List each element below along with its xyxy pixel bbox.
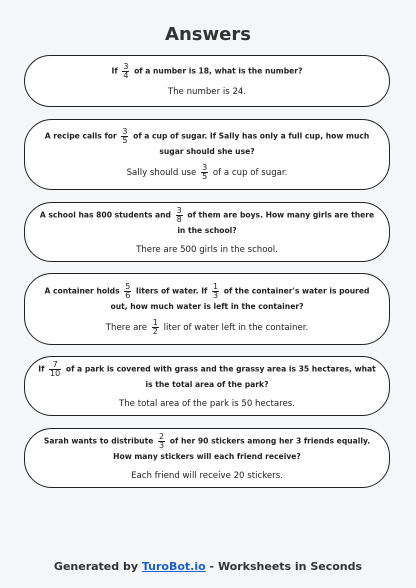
answer-text: The total area of the park is 50 hectares. xyxy=(118,399,295,409)
question-suffix: of her 90 stickers among her 3 friends equally. How many stickers will each friend receive? xyxy=(113,436,371,461)
footer xyxy=(0,560,416,573)
fraction-numerator: 2 xyxy=(159,432,165,441)
footer-suffix: - Worksheets in Seconds xyxy=(209,560,363,573)
question-prefix: A container holds xyxy=(44,286,120,295)
fraction xyxy=(152,319,159,336)
turobot-link[interactable]: TuroBot.io xyxy=(141,560,206,573)
question-text xyxy=(37,361,377,392)
page-title: Answers xyxy=(165,24,251,45)
answer-suffix: of a cup of sugar. xyxy=(212,168,288,178)
question-text xyxy=(37,283,377,314)
fraction-denominator: 5 xyxy=(202,172,208,181)
question-suffix: of them are boys. How many girls are there in the school? xyxy=(177,210,375,235)
fraction-denominator: 10 xyxy=(50,369,61,378)
fraction-denominator: 3 xyxy=(213,290,219,300)
fraction xyxy=(122,63,129,80)
fraction-numerator: 3 xyxy=(123,62,129,71)
question-text xyxy=(37,207,377,238)
question-text xyxy=(37,433,377,464)
question-prefix: If xyxy=(111,66,118,76)
answer-prefix: There are xyxy=(105,322,148,333)
fraction-numerator: 3 xyxy=(176,206,182,215)
question-suffix: of a number is 18, what is the number? xyxy=(134,66,303,76)
fraction-numerator: 3 xyxy=(202,163,208,172)
answer-text: The number is 24. xyxy=(167,87,247,97)
answer-text: There are 500 girls in the school. xyxy=(136,245,278,255)
footer-prefix: Generated by xyxy=(53,560,139,573)
answer-card-3 xyxy=(24,202,390,262)
fraction xyxy=(212,283,219,300)
answer-card-5 xyxy=(24,356,390,416)
question-text xyxy=(37,128,377,159)
answer-text: Each friend will receive 20 stickers. xyxy=(131,471,283,481)
fraction xyxy=(201,164,208,181)
fraction xyxy=(121,128,128,145)
fraction xyxy=(176,207,183,224)
answer-card-6 xyxy=(24,428,390,488)
question-suffix: of a park is covered with grass and the grassy area is 35 hectares, what is the total area of the park? xyxy=(65,364,376,389)
fraction xyxy=(158,433,165,450)
fraction-numerator: 1 xyxy=(213,281,219,291)
answer-card-2 xyxy=(24,119,390,190)
fraction-denominator: 2 xyxy=(152,326,158,336)
question-middle: liters of water. If xyxy=(136,286,208,295)
question-text xyxy=(112,63,303,80)
fraction xyxy=(124,283,131,300)
question-prefix: If xyxy=(38,364,45,374)
fraction-numerator: 1 xyxy=(152,317,158,327)
fraction-denominator: 4 xyxy=(123,71,129,80)
fraction-numerator: 5 xyxy=(125,281,131,291)
fraction-denominator: 3 xyxy=(159,441,165,450)
answer-text xyxy=(127,164,288,181)
question-prefix: A school has 800 students and xyxy=(39,210,171,220)
answer-prefix: Sally should use xyxy=(126,168,197,178)
fraction xyxy=(49,361,61,378)
question-suffix: of a cup of sugar. If Sally has only a full cup, how much sugar should she use? xyxy=(133,131,370,156)
answer-card-4 xyxy=(24,273,390,345)
fraction-numerator: 3 xyxy=(122,127,128,136)
answer-suffix: liter of water left in the container. xyxy=(163,322,309,333)
question-suffix: of the container's water is poured out, how much water is left in the container? xyxy=(110,286,370,311)
fraction-denominator: 8 xyxy=(176,215,182,224)
answer-text xyxy=(106,319,308,336)
question-prefix: A recipe calls for xyxy=(44,131,117,141)
fraction-denominator: 5 xyxy=(122,136,128,145)
fraction-numerator: 7 xyxy=(52,360,58,369)
answer-card-1 xyxy=(24,55,390,107)
question-prefix: Sarah wants to distribute xyxy=(43,436,154,446)
fraction-denominator: 6 xyxy=(125,290,131,300)
